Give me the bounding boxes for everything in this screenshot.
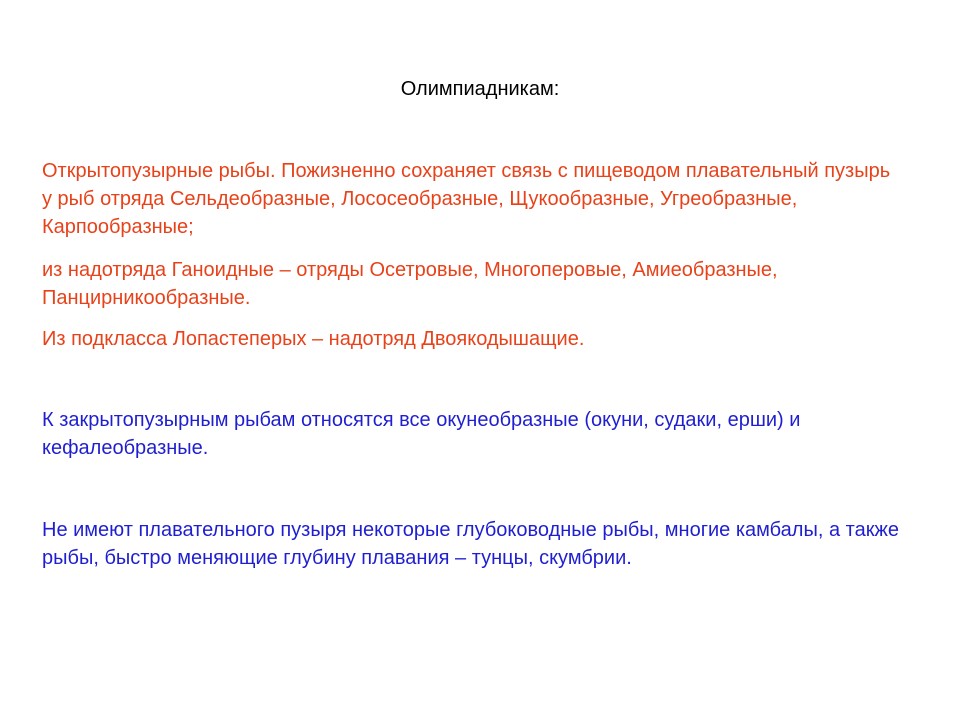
- paragraph-no-swim-bladder: Не имеют плавательного пузыря некоторые глубоководные рыбы, многие камбалы, а также рыбы, быстро меняющие глубину плавания – тунцы, скумбрии.: [42, 519, 899, 569]
- paragraph-closed-bladder-fish: К закрытопузырным рыбам относятся все окунеобразные (окуни, судаки, ерши) и кефалеобразные.: [42, 409, 801, 459]
- paragraph-open-bladder-fish: Открытопузырные рыбы. Пожизненно сохраняет связь с пищеводом плавательный пузырь у рыб отряда Сельдеобразные, Лососеобразные, Щукообразные, Угреобразные, Карпообразные;: [42, 160, 891, 238]
- slide-title: Олимпиадникам:: [400, 78, 560, 100]
- paragraph-lobe-finned-subclass: Из подкласса Лопастеперых – надотряд Двоякодышащие.: [42, 328, 585, 350]
- paragraph-ganoid-superorder: из надотряда Ганоидные – отряды Осетровые, Многоперовые, Амиеобразные, Панцирникообразные.: [42, 259, 778, 309]
